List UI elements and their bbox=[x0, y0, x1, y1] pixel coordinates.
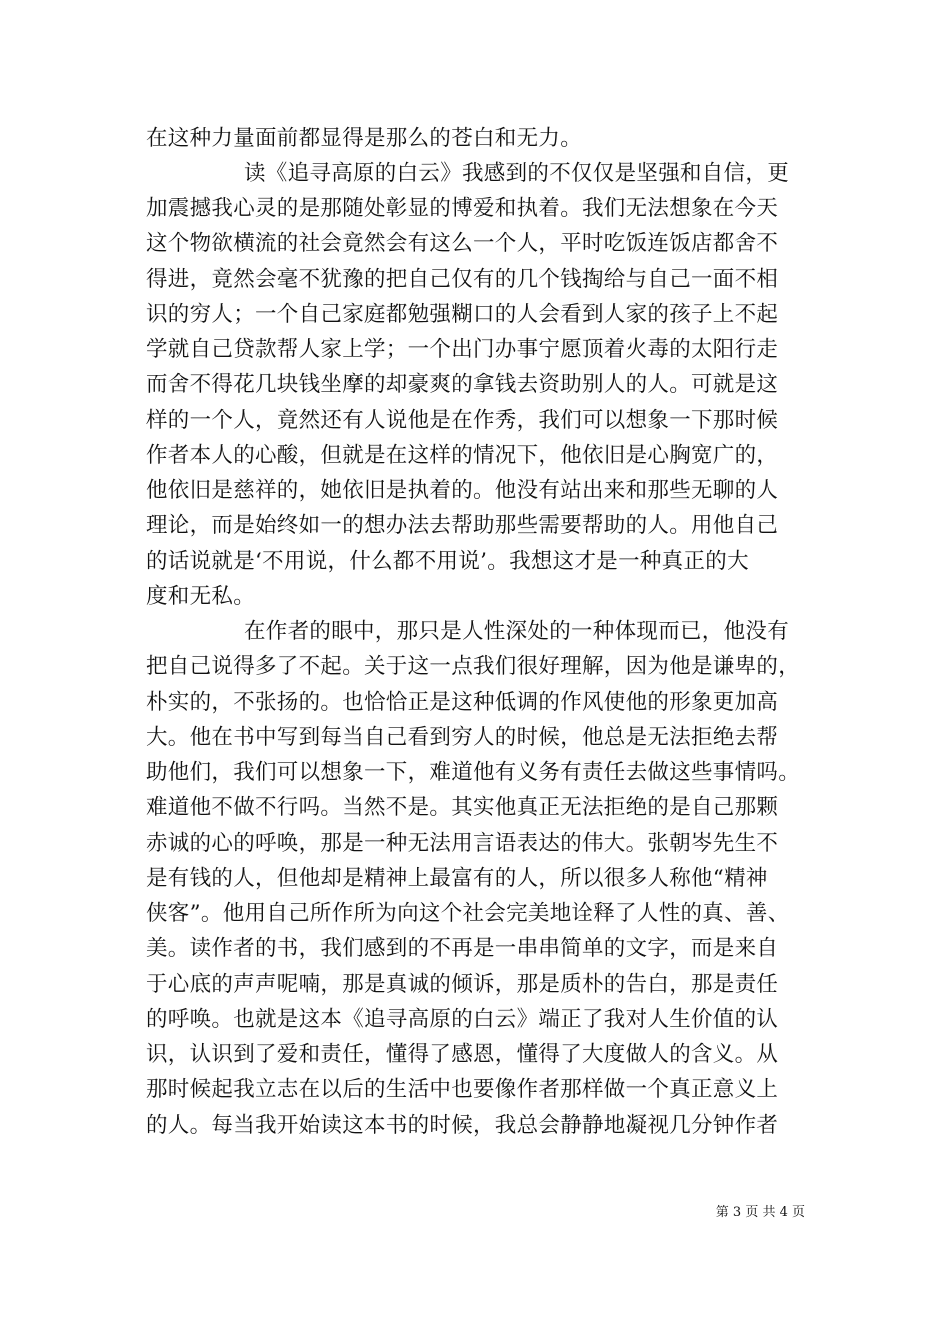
text-line: 理论，而是始终如一的想办法去帮助那些需要帮助的人。用他自己 bbox=[146, 513, 779, 538]
text-line: 助他们，我们可以想象一下，难道他有义务有责任去做这些事情吗。 bbox=[146, 760, 801, 785]
text-line: 识，认识到了爱和责任，懂得了感恩，懂得了大度做人的含义。从 bbox=[146, 1042, 779, 1067]
text-line: 侠客”。他用自己所作所为向这个社会完美地诠释了人性的真、善、 bbox=[146, 901, 790, 926]
text-line: 的人。每当我开始读这本书的时候，我总会静静地凝视几分钟作者 bbox=[146, 1113, 779, 1138]
text-line: 把自己说得多了不起。关于这一点我们很好理解，因为他是谦卑的， bbox=[146, 654, 801, 679]
text-line: 朴实的，不张扬的。也恰恰正是这种低调的作风使他的形象更加高 bbox=[146, 690, 779, 715]
text-line: 难道他不做不行吗。当然不是。其实他真正无法拒绝的是自己那颗 bbox=[146, 795, 779, 820]
text-line: 是有钱的人，但他却是精神上最富有的人，所以很多人称他“精神 bbox=[146, 866, 768, 891]
text-line: 作者本人的心酸，但就是在这样的情况下，他依旧是心胸宽广的， bbox=[146, 443, 779, 468]
text-line: 那时候起我立志在以后的生活中也要像作者那样做一个真正意义上 bbox=[146, 1077, 779, 1102]
text-line: 的话说就是‘不用说，什么都不用说’。我想这才是一种真正的大 bbox=[146, 549, 749, 574]
text-line: 于心底的声声呢喃，那是真诚的倾诉，那是质朴的告白，那是责任 bbox=[146, 972, 779, 997]
text-line: 加震撼我心灵的是那随处彰显的博爱和执着。我们无法想象在今天 bbox=[146, 196, 779, 221]
text-line: 样的一个人，竟然还有人说他是在作秀，我们可以想象一下那时候 bbox=[146, 408, 779, 433]
text-line: 美。读作者的书，我们感到的不再是一串串简单的文字，而是来自 bbox=[146, 936, 779, 961]
text-line: 学就自己贷款帮人家上学；一个出门办事宁愿顶着火毒的太阳行走 bbox=[146, 337, 779, 362]
text-line: 赤诚的心的呼唤，那是一种无法用言语表达的伟大。张朝岑先生不 bbox=[146, 831, 779, 856]
paragraph-start-line: 读《追寻高原的白云》我感到的不仅仅是坚强和自信，更 bbox=[244, 161, 790, 186]
text-line: 度和无私。 bbox=[146, 584, 256, 609]
text-line: 他依旧是慈祥的，她依旧是执着的。他没有站出来和那些无聊的人 bbox=[146, 478, 779, 503]
text-line: 识的穷人；一个自己家庭都勉强糊口的人会看到人家的孩子上不起 bbox=[146, 302, 779, 327]
text-line: 得进，竟然会毫不犹豫的把自己仅有的几个钱掏给与自己一面不相 bbox=[146, 267, 779, 292]
text-line: 这个物欲横流的社会竟然会有这么一个人，平时吃饭连饭店都舍不 bbox=[146, 231, 779, 256]
text-line: 的呼唤。也就是这本《追寻高原的白云》端正了我对人生价值的认 bbox=[146, 1007, 779, 1032]
text-line: 大。他在书中写到每当自己看到穷人的时候，他总是无法拒绝去帮 bbox=[146, 725, 779, 750]
page-number-footer: 第 3 页 共 4 页 bbox=[715, 1205, 805, 1220]
text-line: 在这种力量面前都显得是那么的苍白和无力。 bbox=[146, 126, 583, 151]
paragraph-start-line: 在作者的眼中，那只是人性深处的一种体现而已，他没有 bbox=[244, 619, 790, 644]
text-line: 而舍不得花几块钱坐摩的却豪爽的拿钱去资助别人的人。可就是这 bbox=[146, 372, 779, 397]
